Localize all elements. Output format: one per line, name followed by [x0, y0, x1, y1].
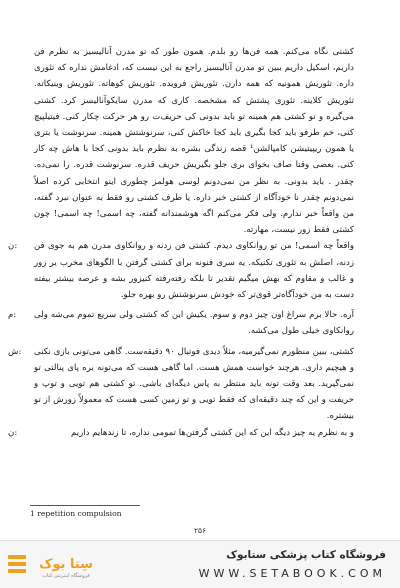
dialog-text: کشتی، ببین منظورم نمی‌گیرمیه، مثلاً دیدی فوتبال ۹۰ دقیقه‌ست. گاهی می‌تونی بازی نکنی و هیچیم داری. هرچند خواست همش هست. اما گاهی هست که می‌تونه بره پای پنالتی تو نمی‌گیرید. بعد وقت تونه باید منتظر به پاس دیگه‌ای باشی. تو کشتی هم تویی و توپ و حریفت و این که چند دقیقه‌ای که فقط تویی و تو زمین کسی هست که معمولاً زورش از تو بیشتره. — [34, 346, 354, 422]
speaker-label: ن: — [8, 427, 18, 438]
paragraph: کشتی نگاه می‌کنم. همه فن‌ها رو بلدم. همون طور که تو مدرن آنالیسیز به نظرم فن داریم، اسکیل داریم ببین تو مدرن آنالیسیز راجع به این نیست که، ادغامش نداره که تئوری داره. تئوریش همونیه که همه دارن. تئوریش فرویده. تئوریش کوهاته. تئوریش وینیکاته. تئوریش کلاینه. تئوری پشتش که مشخصه. کاری که مدرن سایکوآنالیسز کرد. کشتی می‌گیره و تو کشتی هم همینه تو باید بدونی کی حریف‌ت رو هر حرکت چکار کنی. فیتیلپیچ کنی، خم طرفو باید کجا بگیری باید کجا خاکش کنی، سرنوشتش همینه. سرنوشت یا بتری یا همون ریپیتیشن کامپالشن¹ قصه زندگی بشره به نظرم باید بدونی کجا با هاش چه کار کنی. بعضی وقتا صاف بخوای بری جلو بگیریش حریف قدره. سرنوشت قدره. را نمی‌ده. چقدر . باید بدونی. به نظر من نمی‌دونم لوسی هولمز چطوری اینو انتخابی کرده اصلاً نمی‌دونم چقدر نا خودآگاه از کشتی خبر داره. یا طرف کشتی رو فقط به عنوان نبرد گفته، من واقعاً خبر ندارم. ولی فکر می‌کنم اگه هوشمندانه گفته، چه اسمی! چه اسمی! چون کشتی فقط زور نیست، مهارته. — [34, 47, 354, 236]
logo-text: سِتا بوک — [39, 557, 93, 572]
page-body — [8, 44, 354, 441]
footnote: 1 repetition compulsion — [30, 509, 122, 518]
dialog-turn — [8, 425, 354, 441]
watermark-banner — [0, 540, 400, 588]
speaker-label: ش: — [8, 346, 22, 357]
speaker-label: ن: — [8, 241, 18, 252]
footnote-divider — [30, 505, 140, 506]
dialog-turn — [8, 307, 354, 339]
stack-icon — [8, 555, 26, 573]
dialog-text: آره. حالا برم سراغ اون چیز دوم و سوم. یکیش این که کشتی ولی سریع تموم می‌شه ولی روانکاوی خیلی طول می‌کشه. — [34, 310, 354, 337]
logo-subtitle: فروشگاه اینترنتی کتاب — [42, 573, 90, 579]
dialog-text: و به نظرم یه چیز دیگه این که این کشتی گرفتن‌ها تمومی نداره، تا زندهایم داریم — [70, 427, 354, 438]
page-number: ۲۵۶ — [194, 526, 206, 535]
store-name: فروشگاه کتاب پزشکی ستابوک — [226, 549, 386, 561]
store-url[interactable]: WWW.SETABOOK.COM — [198, 567, 386, 580]
dialog-turn — [8, 238, 354, 303]
setabook-logo — [6, 549, 98, 581]
dialog-text: واقعاً چه اسمی! من تو روانکاوی دیدم. کشتی فن زدنه و روانکاوی مدرن هم به جوی فن زدنه، اصلش به تئوری تکنیکه. یه سری فنونه برای کشتی گرفتن با الگوهای مخرب یر زور و غالب و مقاوم که بهش میگیم تقدیر تا بلکه رفته‌رفته کنیزور بشه و عرصه بیشتر بیفته دست به من خودآگاه‌تر قوی‌تر که خودش سرنوشتش رو بهره جلو. — [34, 241, 354, 301]
speaker-label: م: — [8, 310, 17, 321]
dialog-turn — [8, 344, 354, 425]
